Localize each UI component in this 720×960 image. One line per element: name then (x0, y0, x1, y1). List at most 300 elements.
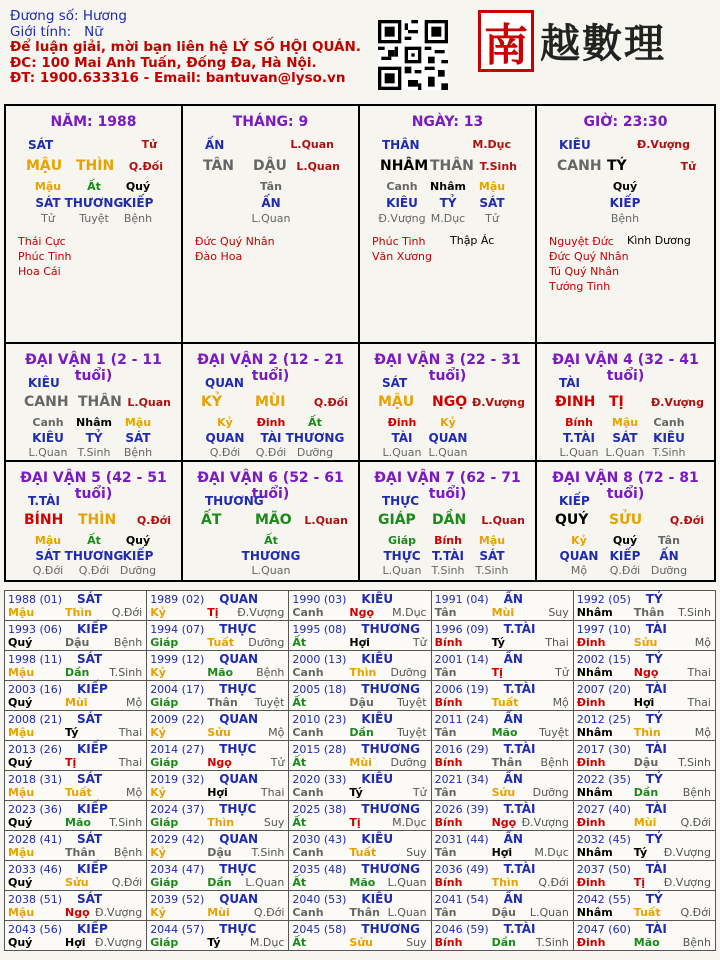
year-can: Ất (292, 696, 307, 709)
chart-grid (4, 104, 716, 582)
year-chi: Sửu (491, 786, 516, 799)
year-state: Đ.Vượng (94, 936, 143, 949)
year-can: Canh (292, 786, 324, 799)
year-state: Suy (406, 936, 427, 949)
year-state: Bệnh (682, 786, 711, 799)
dai-van-top: SÁT (382, 376, 408, 390)
year-can: Giáp (150, 876, 179, 889)
year-chi: Hợi (65, 936, 86, 949)
year-label: 2021 (34) (434, 773, 489, 786)
year-can: Nhâm (576, 906, 613, 919)
year-chi: Tuất (633, 906, 661, 919)
dai-van-chi: THÌN (78, 512, 117, 528)
year-chi: Mùi (207, 906, 230, 919)
dai-van-cell (6, 462, 183, 580)
dai-van-hidden-item: L.Quan (605, 446, 645, 459)
year-cell (147, 741, 289, 771)
dai-van-hidden-item: Canh (653, 416, 685, 429)
year-cell (289, 621, 431, 651)
year-can: Tân (434, 786, 457, 799)
pillar-hidden-item: KIÊU (386, 196, 418, 210)
year-star: T.TÀI (503, 922, 536, 936)
year-can: Quý (8, 816, 33, 829)
pillar-top-left: SÁT (28, 138, 54, 152)
year-label: 2017 (30) (576, 743, 631, 756)
year-star: TỶ (645, 832, 663, 846)
year-can: Quý (8, 936, 33, 949)
year-state: M.Dục (534, 846, 569, 859)
year-label: 2023 (36) (8, 803, 63, 816)
year-chi: Tị (491, 666, 503, 679)
year-star: THƯƠNG (361, 622, 421, 636)
year-state: Bệnh (682, 936, 711, 949)
year-cell (289, 921, 431, 951)
dai-van-hidden-item: Ất (87, 534, 101, 547)
year-chi: Tuất (491, 696, 519, 709)
year-cell (574, 591, 716, 621)
year-can: Quý (8, 756, 33, 769)
pillar-hidden-item: KIẾP (609, 196, 641, 210)
year-label: 2031 (44) (434, 833, 489, 846)
year-cell (432, 741, 574, 771)
year-can: Tân (434, 846, 457, 859)
pillar-hidden-item: Nhâm (430, 180, 466, 193)
year-cell (432, 921, 574, 951)
year-label: 2019 (32) (150, 773, 205, 786)
dai-van-hidden-item: Đinh (387, 416, 417, 429)
pillar-can: TÂN (203, 158, 235, 174)
year-star: KIẾP (77, 682, 108, 696)
dai-van-can: ẤT (201, 512, 222, 528)
year-table (4, 590, 716, 951)
year-label: 2020 (33) (292, 773, 347, 786)
dai-van-top: TÀI (559, 376, 581, 390)
year-state: Q.Đới (538, 876, 569, 889)
dai-van-hidden-item: KIẾP (122, 549, 154, 563)
year-state: L.Quan (245, 876, 285, 889)
dai-van-hidden-item: Kỷ (571, 534, 587, 547)
pillar-cell (183, 106, 360, 344)
dai-van-hidden-item: Q.Đới (609, 564, 641, 577)
year-can: Ất (292, 816, 307, 829)
year-label: 2027 (40) (576, 803, 631, 816)
dai-van-cell (537, 462, 714, 580)
year-cell (289, 651, 431, 681)
year-label: 2026 (39) (434, 803, 489, 816)
year-label: 2034 (47) (150, 863, 205, 876)
year-star: THƯƠNG (361, 862, 421, 876)
year-star: THỰC (219, 742, 257, 756)
dai-van-hidden-item: T.Sinh (652, 446, 686, 459)
year-cell (574, 651, 716, 681)
year-star: T.TÀI (503, 622, 536, 636)
pillar-hidden-item: TỶ (439, 196, 457, 210)
year-label: 2022 (35) (576, 773, 631, 786)
year-state: T.Sinh (109, 816, 143, 829)
year-state: T.Sinh (109, 666, 143, 679)
pillar-note-bad: Thập Ác (450, 234, 495, 247)
dai-van-hidden-item: Kỷ (217, 416, 233, 429)
dai-van-hidden-item: Giáp (387, 534, 417, 547)
label-name: Đương số: (10, 8, 79, 24)
dai-van-hidden-item: QUAN (205, 431, 245, 445)
year-can: Kỷ (150, 906, 166, 919)
year-label: 2003 (16) (8, 683, 63, 696)
year-state: Mộ (125, 786, 143, 799)
year-cell (147, 921, 289, 951)
year-label: 2033 (46) (8, 863, 63, 876)
pillar-chi: THÂN (430, 158, 474, 174)
year-chi: Thìn (207, 816, 235, 829)
dai-van-hidden-item: Dưỡng (296, 446, 334, 459)
pillar-hidden-item: Quý (125, 180, 151, 193)
pillar-note: Thái Cực (18, 235, 66, 248)
year-state: Tuyệt (396, 726, 427, 739)
year-label: 2035 (48) (292, 863, 347, 876)
year-star: ẤN (503, 832, 523, 846)
year-state: Tuyệt (396, 696, 427, 709)
year-can: Canh (292, 666, 324, 679)
year-can: Tân (434, 666, 457, 679)
pillar-note: Văn Xương (372, 250, 432, 263)
year-star: SÁT (77, 772, 103, 786)
year-star: KIẾP (77, 742, 108, 756)
year-star: T.TÀI (503, 742, 536, 756)
year-can: Kỷ (150, 786, 166, 799)
year-state: Thai (260, 786, 285, 799)
year-cell (574, 861, 716, 891)
year-state: Q.Đới (253, 906, 285, 919)
year-label: 2009 (22) (150, 713, 205, 726)
year-label: 2006 (19) (434, 683, 489, 696)
pillar-cell (537, 106, 714, 344)
phone-email-line[interactable]: ĐT: 1900.633316 - Email: bantuvan@lyso.vn (10, 70, 346, 86)
dai-van-chi: TỊ (609, 394, 624, 410)
dai-van-cell (360, 344, 537, 462)
dai-van-hidden-item: Q.Đới (32, 564, 64, 577)
year-state: Đ.Vượng (94, 906, 143, 919)
dai-van-hidden-item: THƯƠNG (285, 431, 345, 445)
year-star: ẤN (503, 712, 523, 726)
year-label: 1996 (09) (434, 623, 489, 636)
year-star: THỰC (219, 922, 257, 936)
dai-van-hidden-item: Q.Đới (255, 446, 287, 459)
year-label: 1991 (04) (434, 593, 489, 606)
year-cell (5, 651, 147, 681)
year-state: Đ.Vượng (663, 846, 711, 859)
year-cell (5, 831, 147, 861)
year-state: L.Quan (529, 906, 569, 919)
year-state: L.Quan (387, 876, 427, 889)
dai-van-hidden-item: Mậu (124, 416, 152, 429)
year-label: 1997 (10) (576, 623, 631, 636)
year-can: Đinh (576, 636, 606, 649)
year-cell (5, 771, 147, 801)
year-chi: Mùi (633, 816, 657, 829)
dai-van-can: BÍNH (24, 512, 64, 528)
year-state: Đ.Vượng (237, 606, 285, 619)
dai-van-title: ĐẠI VẬN 5 (42 - 51 tuổi) (20, 470, 167, 502)
year-label: 2041 (54) (434, 893, 489, 906)
year-star: T.TÀI (503, 682, 536, 696)
year-can: Mậu (8, 726, 35, 739)
year-chi: Thìn (65, 606, 92, 619)
dai-van-hidden-item: Dưỡng (650, 564, 688, 577)
year-star: ẤN (503, 652, 523, 666)
year-state: Bệnh (113, 636, 143, 649)
year-cell (289, 861, 431, 891)
year-chi: Hợi (491, 846, 513, 859)
year-can: Đinh (576, 876, 606, 889)
dai-van-cell (6, 344, 183, 462)
year-can: Nhâm (576, 726, 613, 739)
year-label: 2040 (53) (292, 893, 347, 906)
dai-van-title: ĐẠI VẬN 1 (2 - 11 tuổi) (25, 352, 162, 384)
dai-van-rel: Q.Đối (313, 396, 348, 409)
pillar-notes (195, 234, 275, 264)
year-cell (289, 801, 431, 831)
year-can: Đinh (576, 936, 606, 949)
dai-van-hidden-item: QUAN (428, 431, 468, 445)
year-star: TỶ (645, 712, 663, 726)
dai-van-hidden-item: Canh (32, 416, 64, 429)
year-chi: Hợi (349, 636, 370, 649)
dai-van-hidden-item: L.Quan (251, 564, 291, 577)
pillar-note-bad: Kình Dương (627, 234, 691, 247)
year-label: 2024 (37) (150, 803, 205, 816)
year-star: QUAN (219, 892, 259, 906)
logo-text: 越數理 (540, 20, 666, 67)
dai-van-can: CANH (24, 394, 69, 410)
qr-code-icon (378, 20, 448, 90)
pillar-hidden-item: Bệnh (610, 212, 640, 225)
year-chi: Mùi (349, 756, 372, 769)
year-label: 2025 (38) (292, 803, 347, 816)
year-state: Suy (406, 846, 427, 859)
year-star: QUAN (219, 652, 259, 666)
year-cell (432, 771, 574, 801)
year-chi: Dần (65, 666, 90, 679)
year-state: M.Dục (392, 816, 427, 829)
year-can: Mậu (8, 906, 35, 919)
dai-van-top: QUAN (205, 376, 244, 390)
pillar-cell (6, 106, 183, 344)
year-chi: Tý (207, 936, 221, 949)
year-cell (574, 831, 716, 861)
year-state: Tử (412, 786, 427, 799)
year-star: THƯƠNG (361, 742, 421, 756)
dai-van-hidden-item: Kỷ (440, 416, 456, 429)
year-can: Nhâm (576, 786, 613, 799)
dai-van-hidden-item: TÀI (391, 431, 413, 445)
dai-van-rel: Q.Đới (136, 514, 171, 527)
year-label: 2046 (59) (434, 923, 489, 936)
dai-van-title: ĐẠI VẬN 6 (52 - 61 tuổi) (197, 470, 344, 502)
year-chi: Dần (207, 876, 232, 889)
dai-van-cell (537, 344, 714, 462)
pillar-note: Đức Quý Nhân (195, 235, 275, 248)
pillar-notes (372, 234, 432, 264)
year-cell (147, 651, 289, 681)
dai-van-can: KỶ (201, 394, 222, 410)
year-state: Q.Đới (680, 816, 711, 829)
dai-van-hidden-item: Bệnh (123, 446, 153, 459)
year-cell (289, 831, 431, 861)
year-cell (574, 621, 716, 651)
pillar-hidden-item: KIẾP (122, 196, 154, 210)
dai-van-hidden-item: T.TÀI (432, 549, 464, 563)
year-chi: Ngọ (207, 756, 232, 769)
year-label: 1989 (02) (150, 593, 205, 606)
dai-van-hidden-item: Bính (565, 416, 593, 429)
year-star: KIẾP (77, 622, 108, 636)
pillar-chi: THÌN (76, 158, 115, 174)
year-cell (147, 681, 289, 711)
year-chi: Ngọ (491, 816, 517, 829)
year-chi: Mão (207, 666, 234, 679)
year-cell (5, 801, 147, 831)
pillar-chi-rel: T.Sinh (479, 160, 517, 173)
dai-van-top: THỰC (382, 494, 420, 508)
year-star: SÁT (77, 592, 103, 606)
year-cell (289, 771, 431, 801)
pillar-chi-rel: L.Quan (296, 160, 340, 173)
dai-van-hidden-item: Ất (308, 416, 322, 429)
year-chi: Tị (349, 816, 361, 829)
dai-van-hidden-item: Quý (612, 534, 638, 547)
pillar-top-left: ẤN (205, 138, 225, 152)
dai-van-hidden-item: L.Quan (382, 564, 422, 577)
year-state: Tử (555, 666, 569, 679)
year-chi: Sửu (65, 876, 89, 889)
pillar-note: Tướng Tinh (549, 280, 611, 293)
dai-van-hidden-item: Dưỡng (119, 564, 157, 577)
year-state: L.Quan (387, 906, 427, 919)
dai-van-hidden-item: TÀI (260, 431, 282, 445)
year-label: 2016 (29) (434, 743, 489, 756)
dai-van-cell (183, 462, 360, 580)
year-star: THƯƠNG (361, 682, 421, 696)
year-state: M.Dục (392, 606, 427, 619)
pillar-note: Nguyệt Đức (549, 235, 614, 248)
year-chi: Sửu (349, 936, 373, 949)
year-label: 2042 (55) (576, 893, 631, 906)
year-state: Bệnh (113, 846, 143, 859)
year-cell (432, 891, 574, 921)
year-can: Tân (434, 726, 457, 739)
year-star: KIÊU (361, 832, 394, 846)
dai-van-hidden-item: THƯƠNG (241, 549, 301, 563)
pillar-hidden-item: Ất (87, 180, 101, 193)
year-star: THỰC (219, 682, 257, 696)
year-cell (289, 711, 431, 741)
year-cell (147, 591, 289, 621)
year-can: Nhâm (576, 666, 613, 679)
year-state: Mộ (552, 696, 569, 709)
year-state: M.Dục (249, 936, 285, 949)
pillar-hidden-item: Tử (485, 212, 499, 225)
year-cell (5, 711, 147, 741)
year-chi: Tị (65, 756, 77, 769)
year-chi: Mùi (491, 606, 515, 619)
year-cell (574, 681, 716, 711)
dai-van-hidden-item: QUAN (559, 549, 599, 563)
year-can: Kỷ (150, 666, 166, 679)
year-state: T.Sinh (678, 606, 711, 619)
year-can: Kỷ (150, 726, 166, 739)
year-state: Thai (687, 666, 711, 679)
year-star: ẤN (503, 892, 523, 906)
year-label: 1994 (07) (150, 623, 205, 636)
year-state: Mộ (125, 696, 143, 709)
dai-van-top: KIÊU (28, 376, 60, 390)
pillar-hidden-item: L.Quan (251, 212, 291, 225)
year-star: TỶ (645, 772, 663, 786)
year-star: KIÊU (361, 592, 394, 606)
dai-van-can: MẬU (378, 394, 415, 410)
year-state: Thai (687, 696, 711, 709)
year-can: Nhâm (576, 606, 613, 619)
year-chi: Thân (65, 846, 96, 859)
year-chi: Mão (349, 876, 376, 889)
year-state: Mộ (268, 726, 285, 739)
dai-van-hidden-item: SÁT (35, 549, 61, 563)
year-state: Tử (270, 756, 285, 769)
pillar-top-right: Tử (141, 138, 157, 151)
dai-van-hidden-item: T.Sinh (431, 564, 465, 577)
year-label: 2014 (27) (150, 743, 205, 756)
year-chi: Hợi (633, 696, 655, 709)
year-cell (5, 891, 147, 921)
year-state: Thai (545, 636, 569, 649)
header-info (10, 9, 361, 87)
year-chi: Thân (633, 606, 665, 619)
pillar-top-right: L.Quan (290, 138, 334, 151)
dai-van-hidden-item: L.Quan (28, 446, 68, 459)
year-cell (574, 921, 716, 951)
dai-van-chi: MÃO (255, 512, 292, 528)
year-chi: Dậu (491, 906, 516, 919)
year-can: Mậu (8, 666, 35, 679)
year-label: 2011 (24) (434, 713, 489, 726)
year-label: 2015 (28) (292, 743, 347, 756)
year-label: 2004 (17) (150, 683, 205, 696)
year-cell (5, 861, 147, 891)
year-label: 2018 (31) (8, 773, 63, 786)
dai-van-hidden-item: Mộ (570, 564, 588, 577)
pillar-title: NĂM: 1988 (50, 114, 137, 130)
year-can: Ất (292, 636, 307, 649)
pillar-hidden-item: ẤN (261, 196, 281, 210)
pillar-top-right: M.Dục (472, 138, 511, 151)
year-can: Nhâm (576, 846, 613, 859)
year-cell (574, 741, 716, 771)
pillar-hidden-item: Canh (386, 180, 418, 193)
year-label: 2005 (18) (292, 683, 347, 696)
year-label: 2045 (58) (292, 923, 347, 936)
year-star: THỰC (219, 862, 257, 876)
year-state: Thai (118, 726, 143, 739)
pillar-chi: TÝ (607, 158, 627, 174)
year-can: Đinh (576, 696, 606, 709)
dai-van-hidden-item: Tân (658, 534, 680, 547)
pillar-hidden-item: Tử (41, 212, 55, 225)
pillar-note: Phúc Tinh (372, 235, 426, 248)
year-star: QUAN (219, 712, 259, 726)
pillar-hidden-item: Đ.Vượng (378, 212, 426, 225)
year-can: Bính (434, 816, 463, 829)
year-chi: Tý (491, 636, 505, 649)
